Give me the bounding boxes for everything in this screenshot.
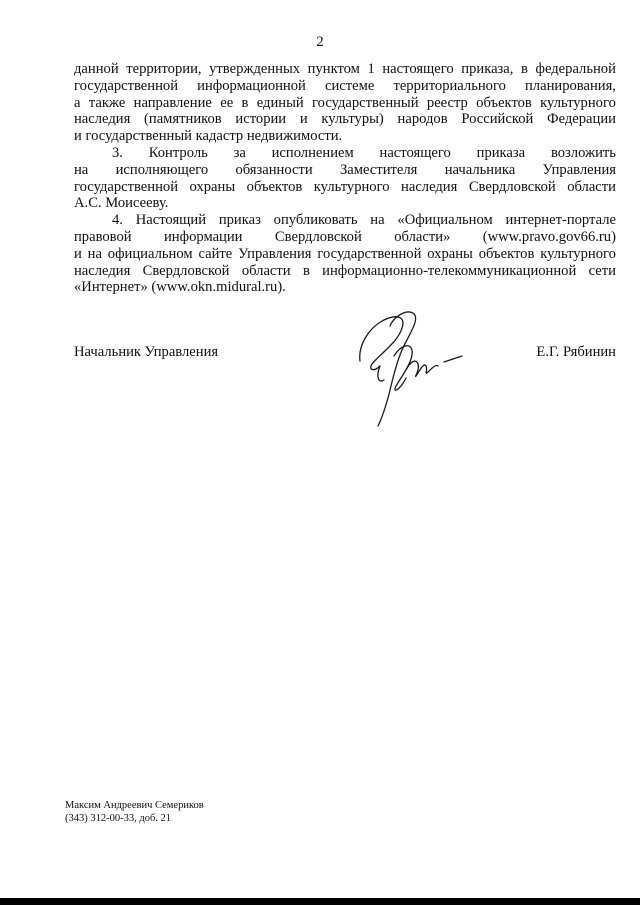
body-line: 4. Настоящий приказ опубликовать на «Официальном интернет-портале <box>112 212 616 229</box>
body-line: наследия (памятников истории и культуры) народов Российской Федерации <box>74 111 616 128</box>
body-line: и на официальном сайте Управления государственной охраны объектов культурного <box>74 245 616 262</box>
executor-name: Максим Андреевич Семериков <box>65 800 204 811</box>
body-line: и государственный кадастр недвижимости. <box>74 128 343 145</box>
body-line: государственной информационной системе территориального планирования, <box>74 77 616 94</box>
executor-footer <box>65 800 204 825</box>
signature-block <box>74 344 616 364</box>
body-line: правовой информации Свердловской области» (www.pravo.gov66.ru) <box>74 228 616 245</box>
body-line: на исполняющего обязанности Заместителя начальника Управления <box>74 161 616 178</box>
executor-phone: (343) 312-00-33, доб. 21 <box>65 812 172 824</box>
body-line: «Интернет» (www.okn.midural.ru). <box>74 279 286 296</box>
body-line: а также направление ее в единый государственный реестр объектов культурного <box>74 94 616 111</box>
body-line: наследия Свердловской области в информационно-телекоммуникационной сети <box>74 262 616 279</box>
body-line: данной территории, утвержденных пунктом 1 настоящего приказа, в федеральной <box>74 61 616 77</box>
page-number: 2 <box>316 34 324 50</box>
signatory-title: Начальник Управления <box>74 344 219 360</box>
document-body <box>74 61 616 296</box>
scan-edge <box>0 898 640 905</box>
body-line: государственной охраны объектов культурного наследия Свердловской области <box>74 178 616 195</box>
handwritten-signature <box>350 306 470 431</box>
signatory-name: Е.Г. Рябинин <box>536 344 616 360</box>
body-line: 3. Контроль за исполнением настоящего приказа возложить <box>112 144 616 161</box>
body-line: А.С. Моисееву. <box>74 195 169 212</box>
